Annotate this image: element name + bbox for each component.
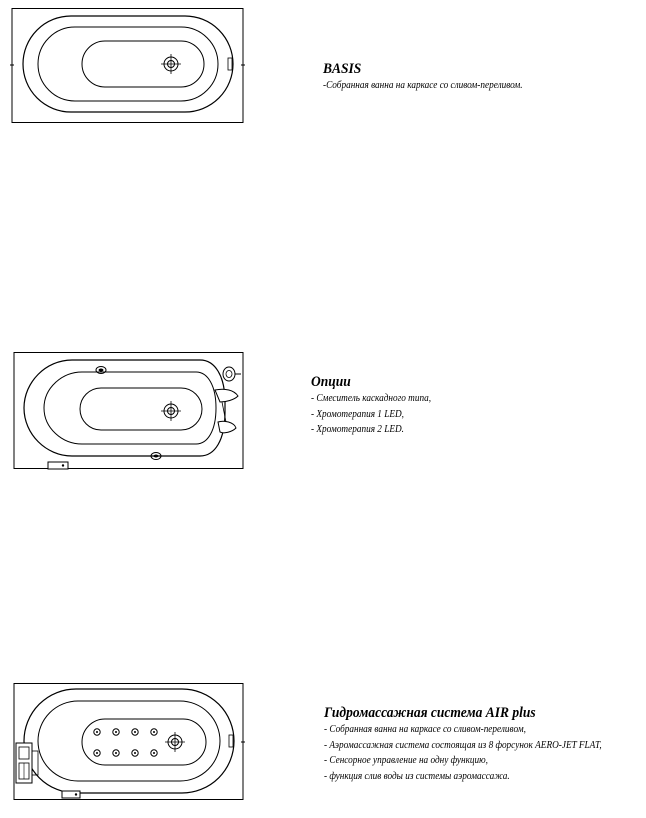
feature-item: - Аэромассажная система состоящая из 8 форсунок AERO-JET FLAT, bbox=[324, 739, 602, 751]
feature-list bbox=[324, 722, 602, 784]
section-options bbox=[311, 373, 447, 438]
aero-jets bbox=[94, 729, 157, 756]
feature-item: - Собранная ванна на каркасе со сливом-переливом, bbox=[324, 724, 526, 735]
bathtub-basis-drawing bbox=[10, 8, 246, 124]
section-basis bbox=[323, 60, 550, 94]
section-title: Опции bbox=[311, 374, 351, 390]
bathtub-options-icon bbox=[10, 352, 246, 474]
feature-item: - Смеситель каскадного типа, bbox=[311, 393, 432, 404]
bathtub-air-plus-icon bbox=[10, 683, 246, 805]
bathtub-options-drawing bbox=[10, 352, 246, 474]
feature-list bbox=[311, 391, 431, 438]
feature-item: - Сенсорное управление на одну функцию, bbox=[324, 755, 488, 766]
section-air-plus bbox=[324, 704, 640, 784]
section-title: Гидромассажная система AIR plus bbox=[324, 705, 536, 721]
feature-item: - Хромотерапия 1 LED, bbox=[311, 408, 404, 420]
feature-item: - Хромотерапия 2 LED. bbox=[311, 424, 404, 435]
feature-item: -Собранная ванна на каркасе со сливом-переливом. bbox=[323, 80, 523, 91]
feature-list bbox=[323, 78, 523, 94]
bathtub-basis-icon bbox=[10, 8, 246, 124]
bathtub-air-plus-drawing bbox=[10, 683, 246, 805]
section-title: BASIS bbox=[323, 61, 362, 77]
feature-item: - функция слив воды из системы аэромассажа. bbox=[324, 770, 510, 782]
